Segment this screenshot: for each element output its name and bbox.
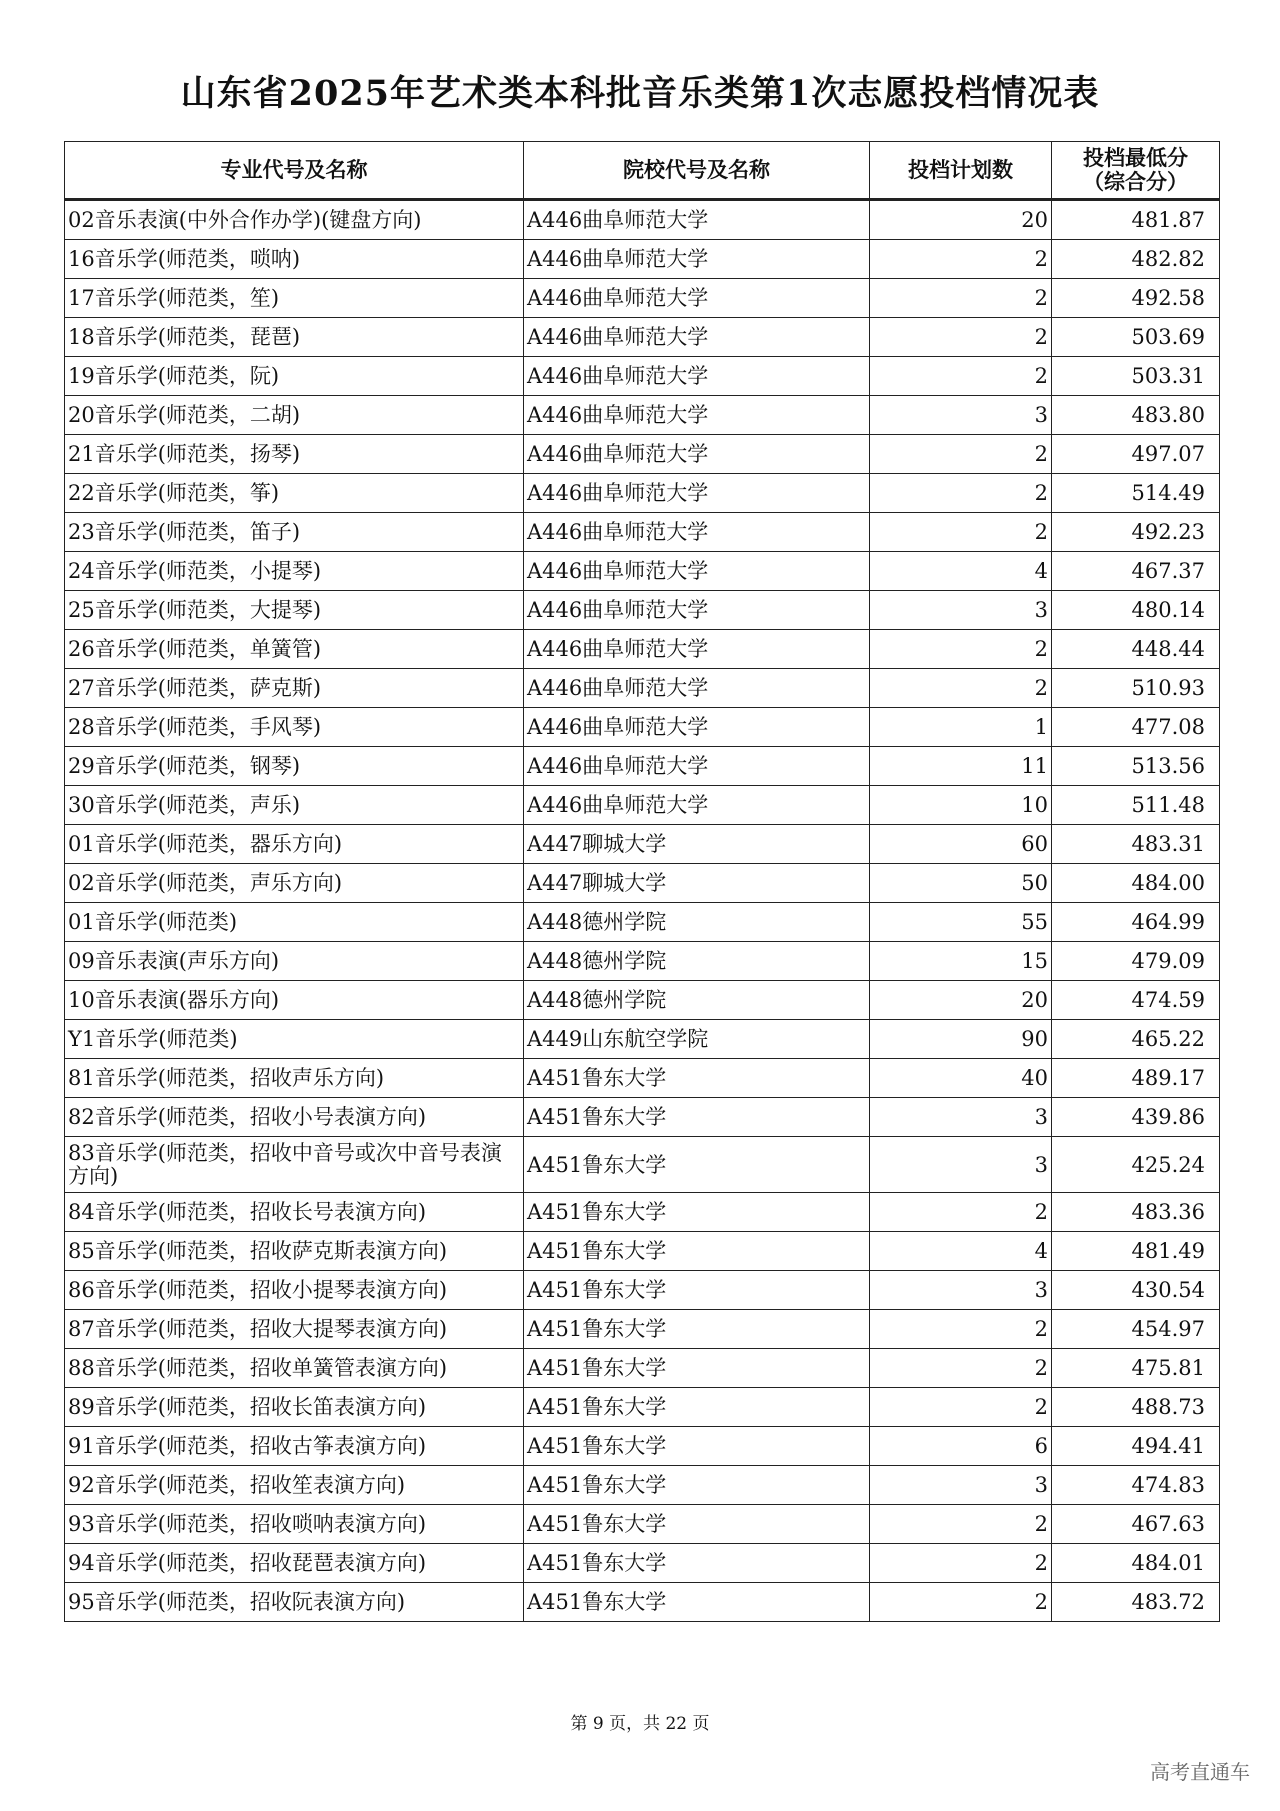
major-cell: 01音乐学(师范类) [65, 903, 524, 942]
min-score-cell: 475.81 [1052, 1349, 1220, 1388]
major-cell: 94音乐学(师范类，招收琵琶表演方向) [65, 1544, 524, 1583]
major-cell: 01音乐学(师范类，器乐方向) [65, 825, 524, 864]
column-header-school: 院校代号及名称 [524, 142, 870, 200]
school-cell: A446曲阜师范大学 [524, 669, 870, 708]
major-cell: 23音乐学(师范类，笛子) [65, 513, 524, 552]
school-cell: A451鲁东大学 [524, 1544, 870, 1583]
plan-count-cell: 3 [870, 1466, 1052, 1505]
page-number: 第 9 页，共 22 页 [570, 1714, 710, 1734]
plan-count-cell: 3 [870, 1098, 1052, 1137]
table-row [65, 1098, 1220, 1137]
plan-count-cell: 1 [870, 708, 1052, 747]
school-cell: A446曲阜师范大学 [524, 513, 870, 552]
min-score-cell: 439.86 [1052, 1098, 1220, 1137]
plan-count-cell: 55 [870, 903, 1052, 942]
table-row [65, 1310, 1220, 1349]
major-cell: 84音乐学(师范类，招收长号表演方向) [65, 1193, 524, 1232]
major-cell: 21音乐学(师范类，扬琴) [65, 435, 524, 474]
plan-count-cell: 2 [870, 240, 1052, 279]
major-cell: 09音乐表演(声乐方向) [65, 942, 524, 981]
plan-count-cell: 2 [870, 1505, 1052, 1544]
school-cell: A451鲁东大学 [524, 1349, 870, 1388]
table-row [65, 864, 1220, 903]
min-score-cell: 514.49 [1052, 474, 1220, 513]
table-row [65, 903, 1220, 942]
school-cell: A446曲阜师范大学 [524, 591, 870, 630]
table-row [65, 279, 1220, 318]
table-row [65, 591, 1220, 630]
major-cell: 19音乐学(师范类，阮) [65, 357, 524, 396]
major-cell: 85音乐学(师范类，招收萨克斯表演方向) [65, 1232, 524, 1271]
major-cell: 93音乐学(师范类，招收唢呐表演方向) [65, 1505, 524, 1544]
plan-count-cell: 2 [870, 630, 1052, 669]
table-row [65, 1137, 1220, 1193]
school-cell: A451鲁东大学 [524, 1137, 870, 1193]
school-cell: A446曲阜师范大学 [524, 630, 870, 669]
page-title: 山东省2025年艺术类本科批音乐类第1次志愿投档情况表 [180, 73, 1100, 114]
min-score-cell: 483.80 [1052, 396, 1220, 435]
plan-count-cell: 2 [870, 1349, 1052, 1388]
school-cell: A451鲁东大学 [524, 1310, 870, 1349]
school-cell: A451鲁东大学 [524, 1271, 870, 1310]
major-cell: 16音乐学(师范类，唢呐) [65, 240, 524, 279]
table-row [65, 786, 1220, 825]
table-row [65, 747, 1220, 786]
major-cell: 24音乐学(师范类，小提琴) [65, 552, 524, 591]
plan-count-cell: 2 [870, 1583, 1052, 1622]
min-score-cell: 483.72 [1052, 1583, 1220, 1622]
min-score-cell: 425.24 [1052, 1137, 1220, 1193]
table-row [65, 1583, 1220, 1622]
school-cell: A448德州学院 [524, 981, 870, 1020]
table-row [65, 435, 1220, 474]
table-row [65, 513, 1220, 552]
table-row [65, 825, 1220, 864]
plan-count-cell: 2 [870, 1388, 1052, 1427]
major-cell: 17音乐学(师范类，笙) [65, 279, 524, 318]
min-score-cell: 513.56 [1052, 747, 1220, 786]
school-cell: A446曲阜师范大学 [524, 786, 870, 825]
school-cell: A447聊城大学 [524, 864, 870, 903]
table-row [65, 1505, 1220, 1544]
school-cell: A451鲁东大学 [524, 1583, 870, 1622]
table-row [65, 630, 1220, 669]
major-cell: 87音乐学(师范类，招收大提琴表演方向) [65, 1310, 524, 1349]
min-score-cell: 492.58 [1052, 279, 1220, 318]
major-cell: 89音乐学(师范类，招收长笛表演方向) [65, 1388, 524, 1427]
plan-count-cell: 3 [870, 1137, 1052, 1193]
table-row [65, 1427, 1220, 1466]
plan-count-cell: 2 [870, 1544, 1052, 1583]
plan-count-cell: 2 [870, 1310, 1052, 1349]
table-row [65, 357, 1220, 396]
school-cell: A451鲁东大学 [524, 1059, 870, 1098]
table-body [65, 200, 1220, 1622]
min-score-cell: 497.07 [1052, 435, 1220, 474]
min-score-cell: 482.82 [1052, 240, 1220, 279]
school-cell: A446曲阜师范大学 [524, 747, 870, 786]
plan-count-cell: 2 [870, 357, 1052, 396]
plan-count-cell: 3 [870, 1271, 1052, 1310]
school-cell: A451鲁东大学 [524, 1388, 870, 1427]
plan-count-cell: 3 [870, 591, 1052, 630]
table-row [65, 318, 1220, 357]
major-cell: 86音乐学(师范类，招收小提琴表演方向) [65, 1271, 524, 1310]
plan-count-cell: 15 [870, 942, 1052, 981]
min-score-cell: 503.31 [1052, 357, 1220, 396]
major-cell: 22音乐学(师范类，筝) [65, 474, 524, 513]
major-cell: 18音乐学(师范类，琵琶) [65, 318, 524, 357]
school-cell: A446曲阜师范大学 [524, 552, 870, 591]
plan-count-cell: 50 [870, 864, 1052, 903]
school-cell: A451鲁东大学 [524, 1098, 870, 1137]
school-cell: A448德州学院 [524, 903, 870, 942]
plan-count-cell: 4 [870, 1232, 1052, 1271]
major-cell: 82音乐学(师范类，招收小号表演方向) [65, 1098, 524, 1137]
school-cell: A446曲阜师范大学 [524, 708, 870, 747]
watermark: 高考直通车 [1150, 1760, 1250, 1784]
table-row [65, 981, 1220, 1020]
school-cell: A446曲阜师范大学 [524, 396, 870, 435]
table-row [65, 1059, 1220, 1098]
school-cell: A447聊城大学 [524, 825, 870, 864]
plan-count-cell: 10 [870, 786, 1052, 825]
major-cell: 10音乐表演(器乐方向) [65, 981, 524, 1020]
table-row [65, 1020, 1220, 1059]
admission-table [64, 141, 1220, 1622]
plan-count-cell: 2 [870, 1193, 1052, 1232]
min-score-cell: 481.49 [1052, 1232, 1220, 1271]
table-row [65, 1544, 1220, 1583]
table-row [65, 200, 1220, 240]
school-cell: A446曲阜师范大学 [524, 474, 870, 513]
min-score-cell: 430.54 [1052, 1271, 1220, 1310]
min-score-cell: 467.63 [1052, 1505, 1220, 1544]
plan-count-cell: 2 [870, 279, 1052, 318]
min-score-cell: 481.87 [1052, 200, 1220, 240]
major-cell: 92音乐学(师范类，招收笙表演方向) [65, 1466, 524, 1505]
school-cell: A451鲁东大学 [524, 1466, 870, 1505]
major-cell: 95音乐学(师范类，招收阮表演方向) [65, 1583, 524, 1622]
school-cell: A451鲁东大学 [524, 1505, 870, 1544]
min-score-cell: 477.08 [1052, 708, 1220, 747]
plan-count-cell: 2 [870, 513, 1052, 552]
min-score-cell: 467.37 [1052, 552, 1220, 591]
column-header-min-score [1052, 142, 1220, 200]
school-cell: A446曲阜师范大学 [524, 357, 870, 396]
min-score-cell: 465.22 [1052, 1020, 1220, 1059]
major-cell: Y1音乐学(师范类) [65, 1020, 524, 1059]
plan-count-cell: 6 [870, 1427, 1052, 1466]
school-cell: A448德州学院 [524, 942, 870, 981]
school-cell: A451鲁东大学 [524, 1427, 870, 1466]
plan-count-cell: 2 [870, 474, 1052, 513]
min-score-cell: 474.83 [1052, 1466, 1220, 1505]
min-score-cell: 494.41 [1052, 1427, 1220, 1466]
major-cell: 27音乐学(师范类，萨克斯) [65, 669, 524, 708]
min-score-cell: 484.00 [1052, 864, 1220, 903]
min-score-cell: 454.97 [1052, 1310, 1220, 1349]
plan-count-cell: 90 [870, 1020, 1052, 1059]
major-cell: 28音乐学(师范类，手风琴) [65, 708, 524, 747]
plan-count-cell: 40 [870, 1059, 1052, 1098]
table-row [65, 474, 1220, 513]
plan-count-cell: 20 [870, 200, 1052, 240]
school-cell: A446曲阜师范大学 [524, 279, 870, 318]
plan-count-cell: 2 [870, 669, 1052, 708]
column-header-major: 专业代号及名称 [65, 142, 524, 200]
major-cell: 91音乐学(师范类，招收古筝表演方向) [65, 1427, 524, 1466]
major-cell: 20音乐学(师范类，二胡) [65, 396, 524, 435]
table-row [65, 942, 1220, 981]
min-score-cell: 474.59 [1052, 981, 1220, 1020]
plan-count-cell: 2 [870, 318, 1052, 357]
table-row [65, 396, 1220, 435]
table-header-row [65, 142, 1220, 200]
plan-count-cell: 3 [870, 396, 1052, 435]
min-score-cell: 511.48 [1052, 786, 1220, 825]
min-score-cell: 503.69 [1052, 318, 1220, 357]
table-row [65, 708, 1220, 747]
major-cell: 25音乐学(师范类，大提琴) [65, 591, 524, 630]
school-cell: A446曲阜师范大学 [524, 318, 870, 357]
min-score-cell: 480.14 [1052, 591, 1220, 630]
major-cell: 83音乐学(师范类，招收中音号或次中音号表演方向) [65, 1137, 524, 1193]
min-score-cell: 488.73 [1052, 1388, 1220, 1427]
major-cell: 02音乐学(师范类，声乐方向) [65, 864, 524, 903]
min-score-cell: 484.01 [1052, 1544, 1220, 1583]
school-cell: A449山东航空学院 [524, 1020, 870, 1059]
table-row [65, 1193, 1220, 1232]
table-row [65, 1349, 1220, 1388]
major-cell: 88音乐学(师范类，招收单簧管表演方向) [65, 1349, 524, 1388]
plan-count-cell: 20 [870, 981, 1052, 1020]
min-score-cell: 483.36 [1052, 1193, 1220, 1232]
table-row [65, 1466, 1220, 1505]
table-row [65, 1388, 1220, 1427]
column-header-plan-count: 投档计划数 [870, 142, 1052, 200]
min-score-cell: 479.09 [1052, 942, 1220, 981]
table-row [65, 1271, 1220, 1310]
school-cell: A451鲁东大学 [524, 1193, 870, 1232]
major-cell: 26音乐学(师范类，单簧管) [65, 630, 524, 669]
min-score-cell: 510.93 [1052, 669, 1220, 708]
min-score-cell: 464.99 [1052, 903, 1220, 942]
major-cell: 81音乐学(师范类，招收声乐方向) [65, 1059, 524, 1098]
school-cell: A451鲁东大学 [524, 1232, 870, 1271]
table-row [65, 552, 1220, 591]
school-cell: A446曲阜师范大学 [524, 240, 870, 279]
plan-count-cell: 60 [870, 825, 1052, 864]
major-cell: 30音乐学(师范类，声乐) [65, 786, 524, 825]
table-row [65, 669, 1220, 708]
min-score-cell: 483.31 [1052, 825, 1220, 864]
min-score-cell: 489.17 [1052, 1059, 1220, 1098]
min-score-header-text: 投档最低分（综合分） [1083, 145, 1188, 194]
table-row [65, 240, 1220, 279]
min-score-cell: 492.23 [1052, 513, 1220, 552]
plan-count-cell: 4 [870, 552, 1052, 591]
school-cell: A446曲阜师范大学 [524, 200, 870, 240]
major-cell: 29音乐学(师范类，钢琴) [65, 747, 524, 786]
min-score-cell: 448.44 [1052, 630, 1220, 669]
school-cell: A446曲阜师范大学 [524, 435, 870, 474]
plan-count-cell: 11 [870, 747, 1052, 786]
plan-count-cell: 2 [870, 435, 1052, 474]
table-row [65, 1232, 1220, 1271]
major-cell: 02音乐表演(中外合作办学)(键盘方向) [65, 200, 524, 240]
